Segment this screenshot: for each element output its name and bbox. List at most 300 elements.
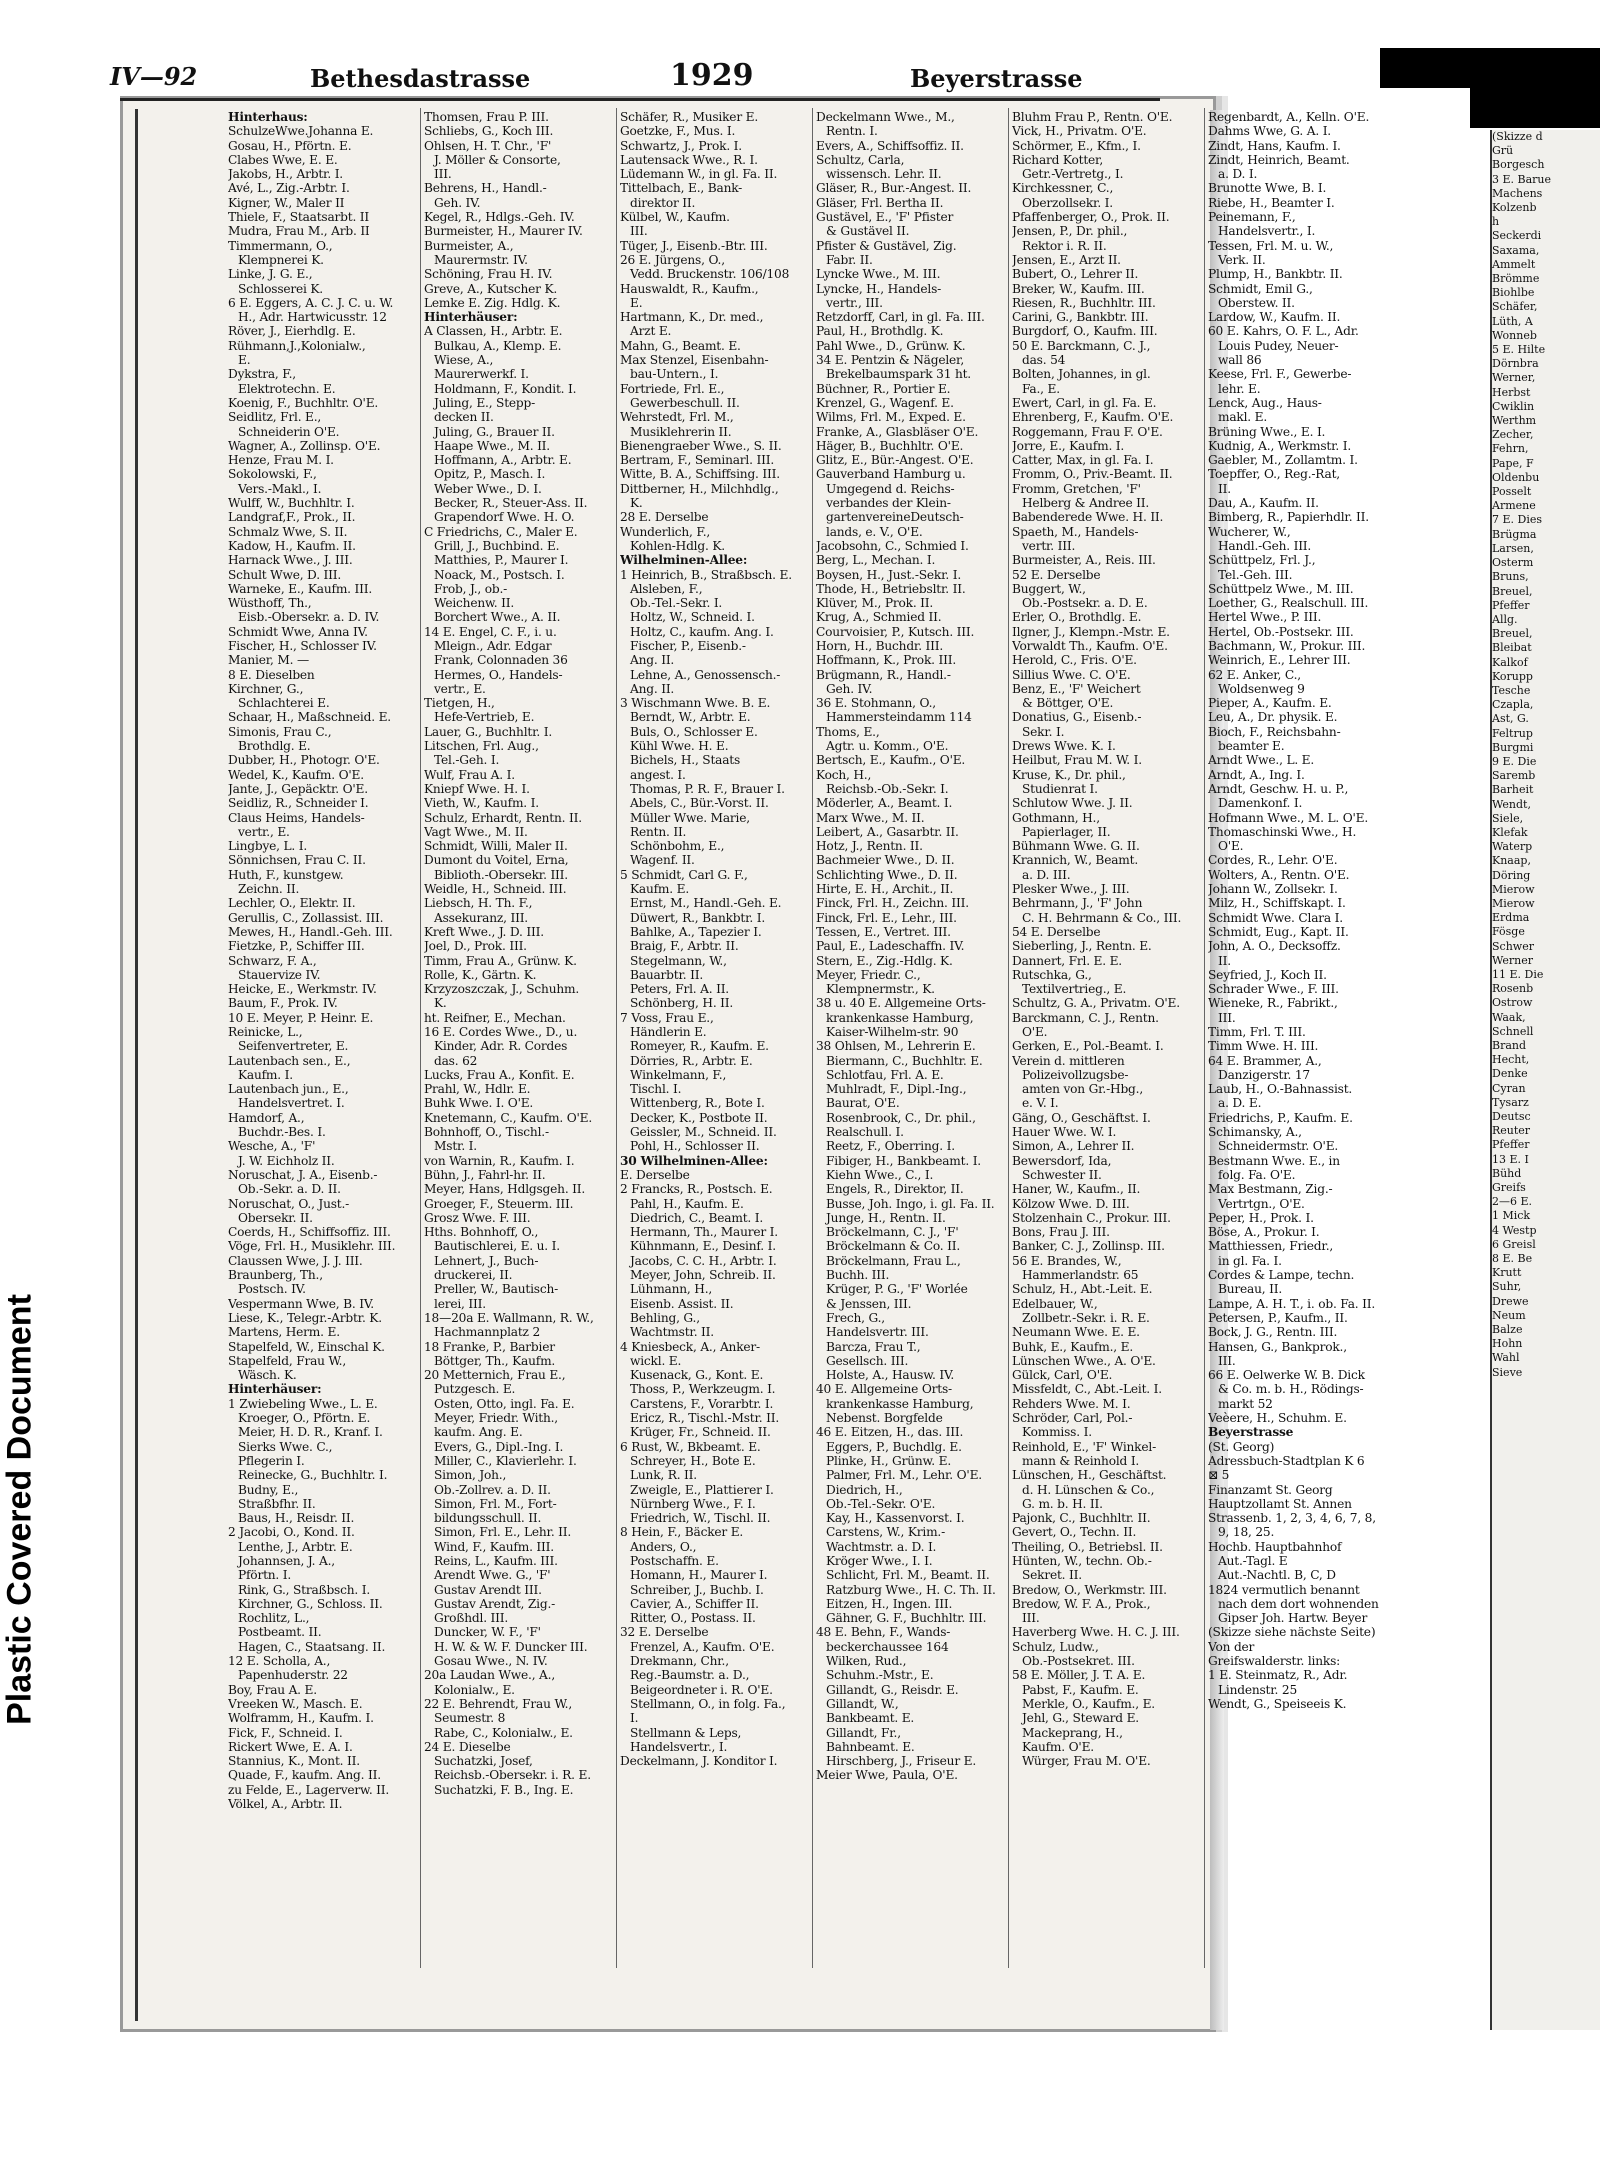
directory-entry: Reetz, F., Oberring. I. [826,1139,955,1154]
directory-entry: Stapelfeld, W., Einschal K. [228,1339,385,1354]
column-divider [420,108,421,1968]
next-page-entry: Hohn [1492,1337,1523,1351]
next-page-entry: Klefak [1492,825,1528,839]
directory-entry: Fromm, O., Priv.-Beamt. II. [1012,467,1173,482]
directory-entry: Lautenbach sen., E., [228,1053,351,1068]
directory-entry: Reinecke, G., Buchhltr. I. [238,1468,388,1483]
side-label-text: Plastic Covered Document [0,1294,39,1725]
next-page-entry: Krutt [1492,1266,1522,1280]
directory-entry: Peinemann, F., [1208,210,1296,225]
next-page-entry: 7 E. Dies [1492,513,1543,527]
directory-entry: Krzyzoszczak, J., Schuhm. [424,982,580,997]
directory-entry: Schreyer, H., Bote E. [630,1453,756,1468]
directory-entry: Anders, O., [630,1539,697,1554]
directory-entry: Herold, C., Fris. O'E. [1012,653,1137,668]
directory-entry: Nebenst. Borgfelde [826,1411,943,1426]
directory-entry: Beyerstrasse [1208,1425,1294,1440]
directory-entry: Geissler, M., Schneid. II. [630,1125,777,1140]
directory-entry: Ernst, M., Handl.-Geh. E. [630,896,782,911]
directory-entry: 7 Voss, Frau E., [620,1010,714,1025]
directory-entry: Miller, C., Klavierlehr. I. [434,1453,577,1468]
directory-entry: Von der [1208,1639,1255,1654]
directory-entry: Putzgesch. E. [434,1382,516,1397]
directory-entry: Carstens, F., Vorarbtr. I. [630,1396,774,1411]
directory-entry: Pohl, H., Schlosser II. [630,1139,760,1154]
directory-entry: beckerchaussee 164 [826,1639,949,1654]
directory-entry: Koenig, F., Buchhltr. O'E. [228,395,379,410]
directory-entry: Pfaffenberger, O., Prok. II. [1012,210,1170,225]
directory-entry: Schmidt, Willi, Maler II. [424,839,568,854]
directory-entry: Bredow, O., Werkmstr. III. [1012,1582,1167,1597]
directory-entry: & Böttger, O'E. [1022,696,1114,711]
next-page-entry: 6 Greisl [1492,1237,1536,1251]
directory-entry: Biermann, C., Buchhltr. E. [826,1053,983,1068]
directory-entry: 36 E. Stohmann, O., [816,696,936,711]
directory-entry: Sekret. II. [1022,1568,1082,1583]
directory-entry: Holtz, W., Schneid. I. [630,610,755,625]
directory-entry: Holtz, C., kaufm. Ang. I. [630,624,774,639]
directory-entry: Harnack Wwe., J. III. [228,553,353,568]
directory-entry: Zweigle, E., Plattierer I. [630,1482,774,1497]
next-page-entry: 8 E. Be [1492,1252,1533,1266]
directory-entry: Schüttpelz Wwe., M. III. [1208,581,1354,596]
directory-entry: Thode, H., Betriebsltr. II. [816,581,966,596]
directory-entry: Timm, Frau A., Grünw. K. [424,953,577,968]
directory-entry: Musiklehrerin II. [630,424,732,439]
directory-entry: Klüver, M., Prok. II. [816,596,934,611]
column-4 [816,110,1004,1970]
directory-entry: Schulz, Ludw., [1012,1639,1099,1654]
directory-entry: Toepffer, O., Reg.-Rat, [1208,467,1340,482]
directory-entry: Arendt Wwe. G., 'F' [434,1568,551,1583]
directory-entry: K. [434,996,447,1011]
directory-entry: Simon, Frl. M., Fort- [434,1496,557,1511]
next-page-entry: Brügma [1492,527,1537,541]
directory-entry: Buhk Wwe. I. O'E. [424,1096,534,1111]
directory-entry: Lyncke Wwe., M. III. [816,267,941,282]
directory-entry: Huth, F., kunstgew. [228,867,344,882]
directory-entry: Ob.-Postsekr. a. D. E. [1022,596,1148,611]
directory-entry: Mstr. I. [434,1139,477,1154]
directory-entry: Peters, Frl. A. II. [630,982,729,997]
directory-entry: Ob.-Tel.-Sekr. I. [630,596,723,611]
directory-entry: Kiehn Wwe., C., I. [826,1167,934,1182]
directory-entry: a. D. III. [1022,867,1071,882]
directory-entry: Simonis, Frau C., [228,724,332,739]
directory-entry: Lünschen Wwe., A. O'E. [1012,1353,1156,1368]
directory-entry: Rutschka, G., [1012,967,1092,982]
directory-entry: Bachmeier Wwe., D. II. [816,853,955,868]
directory-entry: Dau, A., Kaufm. II. [1208,496,1319,511]
directory-entry: Kaufm. E. [630,882,690,897]
directory-entry: Hotz, J., Rentn. II. [816,839,923,854]
directory-entry: Riebe, H., Beamter I. [1208,195,1335,210]
directory-entry: III. [1218,1353,1236,1368]
directory-entry: Opitz, P., Masch. I. [434,467,546,482]
directory-entry: Kirchkessner, C., [1012,181,1114,196]
directory-entry: Koch, H., [816,767,872,782]
directory-entry: Breker, W., Kaufm. III. [1012,281,1145,296]
directory-entry: Timm, Frl. T. III. [1208,1025,1306,1039]
directory-entry: Lunk, R. II. [630,1468,697,1483]
directory-entry: Meyer, Friedr. C., [816,967,921,982]
directory-entry: Bimberg, R., Papierhdlr. II. [1208,510,1369,525]
directory-entry: Fietzke, P., Schiffer III. [228,939,365,954]
directory-entry: Claussen Wwe, J. J. III. [228,1253,363,1268]
directory-entry: Hefe-Vertrieb, E. [434,710,535,725]
directory-entry: III. [630,224,648,239]
street-left-title: Bethesdastrasse [310,64,531,93]
directory-entry: Linke, J. G. E., [228,267,313,282]
directory-entry: Rektor i. R. II. [1022,238,1107,253]
directory-entry: Max Bestmann, Zig.- [1208,1182,1333,1197]
directory-entry: Lemke E. Zig. Hdlg. K. [424,295,561,310]
directory-entry: E. Derselbe [620,1167,690,1182]
directory-entry: bau-Untern., I. [630,367,719,382]
directory-entry: Handelsvertr., I. [1218,224,1316,239]
next-page-entry: Wonneb [1492,328,1537,342]
directory-entry: Gäng, O., Geschäftst. I. [1012,1110,1151,1125]
directory-entry: Gerken, E., Pol.-Beamt. I. [1012,1039,1164,1054]
directory-entry: 50 E. Barckmann, C. J., [1012,338,1151,353]
directory-entry: Kigner, W., Maler II [228,195,345,210]
directory-entry: Haape Wwe., M. II. [434,438,550,453]
directory-entry: 62 E. Anker, C., [1208,667,1301,682]
directory-entry: Pahl Wwe., D., Grünw. K. [816,338,966,353]
directory-entry: Bühn, J., Fahrl-hr. II. [424,1167,546,1182]
directory-entry: Gähner, G. F., Buchhltr. III. [826,1611,987,1626]
next-page-entry: Dörnbra [1492,357,1539,371]
directory-entry: John, A. O., Decksoffz. [1208,939,1341,954]
directory-entry: Laub, H., O.-Bahnassist. [1208,1082,1353,1097]
page-header [110,58,1170,98]
directory-entry: Evers, A., Schiffsoffiz. II. [816,138,964,153]
directory-entry: Hochb. Hauptbahnhof [1208,1539,1342,1554]
directory-entry: Rosenbrook, C., Dr. phil., [826,1110,976,1125]
directory-entry: J. W. Eichholz II. [238,1153,335,1168]
directory-entry: Johann W., Zollsekr. I. [1208,882,1338,897]
directory-entry: Strassenb. 1, 2, 3, 4, 6, 7, 8, [1208,1511,1376,1526]
directory-entry: Textilvertrieg., E. [1022,982,1127,997]
directory-entry: Kolonialw., E. [434,1682,515,1697]
directory-entry: Gesellsch. III. [826,1353,909,1368]
directory-entry: Dykstra, F., [228,367,296,382]
directory-entry: Haner, W., Kaufm., II. [1012,1182,1141,1197]
directory-entry: Glitz, E., Bür.-Angest. O'E. [816,453,974,468]
directory-entry: Pabst, F., Kaufm. E. [1022,1682,1139,1697]
directory-entry: Schüttpelz, Frl. J., [1208,553,1316,568]
directory-entry: Buchh. III. [826,1268,890,1283]
directory-entry: Wagenf. II. [630,853,695,868]
directory-entry: Bewersdorf, Ida, [1012,1153,1112,1168]
directory-entry: 54 E. Derselbe [1012,924,1101,939]
directory-entry: 48 E. Behn, F., Wands- [816,1625,951,1640]
directory-entry: lands, e. V., O'E. [826,524,923,539]
next-page-entry: Mierow [1492,882,1535,896]
directory-entry: 16 E. Cordes Wwe., D., u. [424,1025,578,1039]
directory-entry: Kohlen-Hdlg. K. [630,538,725,553]
directory-entry: Hofmann Wwe., M. L. O'E. [1208,810,1369,825]
directory-entry: Oberzollsekr. I. [1022,195,1113,210]
directory-entry: Hauer Wwe. W. I. [1012,1125,1117,1140]
next-page-entry: 3 E. Barue [1492,172,1552,186]
directory-entry: Homann, H., Maurer I. [630,1568,768,1583]
next-page-entry: Schwer [1492,939,1534,953]
directory-entry: Wolters, A., Rentn. O'E. [1208,867,1350,882]
directory-entry: Wind, F., Kaufm. III. [434,1539,554,1554]
directory-entry: Vedd. Bruckenstr. 106/108 [630,267,790,282]
directory-entry: Thiele, F., Staatsarbt. II [228,210,370,225]
directory-entry: III. [434,167,452,182]
directory-entry: Agtr. u. Komm., O'E. [826,739,949,754]
directory-entry: Frank, Colonnaden 36 [434,653,568,668]
directory-entry: Schimansky, A., [1208,1125,1302,1140]
directory-entry: Kegel, R., Hdlgs.-Geh. IV. [424,210,575,225]
directory-entry: 1824 vermutlich benannt [1208,1582,1360,1597]
directory-entry: Lindenstr. 25 [1218,1682,1297,1697]
column-3 [620,110,808,1970]
directory-entry: Fick, F., Schneid. I. [228,1725,343,1740]
directory-entry: Tessen, Frl. M. u. W., [1208,238,1334,253]
directory-entry: Loether, G., Realschull. III. [1208,596,1369,611]
directory-entry: Eisenb. Assist. II. [630,1296,734,1311]
directory-entry: vertr., E. [434,681,486,696]
directory-entry: Handelsvertret. I. [238,1096,345,1111]
directory-entry: Tessen, E., Vertret. III. [816,924,951,939]
directory-entry: vertr. III. [1022,538,1076,553]
directory-entry: Greifswalderstr. links: [1208,1654,1341,1669]
directory-entry: Handelsvertr., I. [630,1739,728,1754]
directory-entry: Bühmann Wwe. G. II. [1012,839,1140,854]
directory-entry: ht. Reifner, E., Mechan. [424,1010,566,1025]
directory-entry: Dittberner, H., Milchhdlg., [620,481,779,496]
directory-entry: Behrmann, J., 'F' John [1012,896,1143,911]
directory-entry: Hermes, O., Handels- [434,667,563,682]
directory-entry: Ehrenberg, F., Kaufm. O'E. [1012,410,1174,425]
next-page-entry: Cwiklin [1492,399,1535,413]
directory-entry: Abels, C., Bür.-Vorst. II. [630,796,769,811]
directory-entry: Schröder, Carl, Pol.- [1012,1411,1133,1426]
directory-entry: Schmidt, Eug., Kapt. II. [1208,924,1349,939]
directory-entry: Louis Pudey, Neuer- [1218,338,1339,353]
directory-entry: Gauverband Hamburg u. [816,467,966,482]
directory-entry: Fortriede, Frl. E., [620,381,725,396]
directory-entry: Keese, Frl. F., Gewerbe- [1208,367,1352,382]
directory-entry: Postbeamt. II. [238,1625,322,1640]
directory-entry: direktor II. [630,195,696,210]
directory-entry: G. m. b. H. II. [1022,1496,1103,1511]
next-page-entry: Barheit [1492,783,1534,797]
directory-entry: Schmidt, Emil G., [1208,281,1313,296]
directory-entry: III. [1218,1010,1236,1025]
directory-entry: Obersekr. II. [238,1210,313,1225]
directory-entry: Elektrotechn. E. [238,381,336,396]
next-page-entry: h [1492,215,1500,229]
directory-entry: Bock, J. G., Rentn. III. [1208,1325,1338,1340]
directory-entry: Avé, L., Zig.-Arbtr. I. [228,181,350,196]
directory-entry: Maurerwerkf. I. [434,367,529,382]
directory-entry: Kadow, H., Kaufm. II. [228,538,356,553]
column-divider [1204,108,1205,1968]
directory-entry: 66 E. Oelwerke W. B. Dick [1208,1368,1365,1383]
directory-entry: Weichenw. II. [434,596,515,611]
directory-entry: Joel, D., Prok. III. [424,939,527,954]
directory-entry: Bröckelmann & Co. II. [826,1239,961,1254]
directory-entry: Zollbetr.-Sekr. i. R. E. [1022,1310,1150,1325]
directory-entry: Diedrich, C., Beamt. I. [630,1210,764,1225]
directory-entry: Jante, J., Gepäcktr. O'E. [228,781,368,796]
directory-entry: Plinke, H., Grünw. E. [826,1453,952,1468]
directory-entry: Mleign., Adr. Edgar [434,638,552,653]
directory-entry: Erler, O., Brothdlg. E. [1012,610,1142,625]
next-page-entry: Reuter [1492,1124,1531,1138]
directory-entry: folg. Fa. O'E. [1218,1167,1296,1182]
directory-entry: 2 Jacobi, O., Kond. II. [228,1525,355,1540]
directory-entry: Schulz, H., Abt.-Leit. E. [1012,1282,1153,1297]
directory-entry: Carstens, W., Krim.- [826,1525,946,1540]
directory-entry: 8 E. Dieselben [228,667,315,682]
directory-entry: Wulf, Frau A. I. [424,767,515,782]
directory-entry: 1 Zwiebeling Wwe., L. E. [228,1396,378,1411]
directory-entry: Eggers, P., Buchdlg. E. [826,1439,962,1454]
directory-entry: Düwert, R., Bankbtr. I. [630,910,766,925]
directory-entry: Kaiser-Wilhelm-str. 90 [826,1025,959,1039]
directory-entry: Groeger, F., Steuerm. III. [424,1196,574,1211]
year-title: 1929 [670,58,754,93]
directory-entry: makl. E. [1218,410,1268,425]
directory-entry: Cavier, A., Schiffer II. [630,1596,759,1611]
directory-entry: Sieberling, J., Rentn. E. [1012,939,1152,954]
directory-entry: Lautensack Wwe., R. I. [620,152,758,167]
directory-entry: Engels, R., Direktor, II. [826,1182,964,1197]
next-page-entry: Korupp [1492,669,1533,683]
directory-entry: Vorwaldt Th., Kaufm. O'E. [1012,638,1168,653]
directory-entry: Schlotfau, Frl. A. E. [826,1067,944,1082]
directory-entry: Diedrich, H., [826,1482,903,1497]
next-page-entry: Rosenb [1492,982,1534,996]
directory-entry: Burgdorf, O., Kaufm. III. [1012,324,1158,339]
directory-entry: Dannert, Frl. E. E. [1012,953,1122,968]
column-divider [812,108,813,1968]
directory-entry: Leu, A., Dr. physik. E. [1208,710,1338,725]
next-page-entry: Sieve [1492,1365,1523,1379]
directory-entry: Vagt Wwe., M. II. [424,824,528,839]
directory-entry: Wittenberg, R., Bote I. [630,1096,765,1111]
directory-entry: Hoffmann, A., Arbtr. E. [434,453,572,468]
directory-entry: vertr., E. [238,824,290,839]
directory-entry: Schöning, Frau H. IV. [424,267,553,282]
directory-entry: Bureau, II. [1218,1282,1283,1297]
directory-entry: Hinterhaus: [228,110,308,124]
directory-entry: Schrader Wwe., F. III. [1208,982,1339,997]
directory-entry: Gläser, Frl. Bertha II. [816,195,944,210]
directory-entry: Boy, Frau A. E. [228,1682,317,1697]
directory-entry: Braig, F., Arbtr. II. [630,939,739,954]
directory-entry: Schmidt Wwe, Anna IV. [228,624,368,639]
next-page-entry: Feltrup [1492,726,1533,740]
directory-entry: Oberstew. II. [1218,295,1295,310]
directory-entry: Reinicke, L., [228,1025,303,1039]
directory-entry: (Skizze siehe nächste Seite) [1208,1625,1376,1640]
next-page-entry: Pape, F [1492,456,1534,470]
directory-entry: Sokolowski, F., [228,467,317,482]
directory-entry: krankenkasse Hamburg, [826,1396,974,1411]
directory-entry: 22 E. Behrendt, Frau W., [424,1696,572,1711]
directory-entry: Zindt, Heinrich, Beamt. [1208,152,1350,167]
directory-entry: Straßbfhr. II. [238,1496,316,1511]
directory-entry: & Jenssen, III. [826,1296,912,1311]
directory-entry: Gustav Arendt III. [434,1582,542,1597]
directory-entry: Schmalz Wwe, S. II. [228,524,348,539]
directory-entry: Hauswaldt, R., Kaufm., [620,281,759,296]
next-page-entry: Suhr, [1492,1280,1522,1294]
directory-entry: Vöge, Frl. H., Musiklehr. III. [228,1239,396,1254]
directory-entry: Eitzen, H., Ingen. III. [826,1596,953,1611]
directory-entry: Juling, G., Brauer II. [434,424,555,439]
directory-entry: in gl. Fa. I. [1218,1253,1282,1268]
directory-entry: Gillandt, W., [826,1696,899,1711]
directory-entry: Verein d. mittleren [1012,1053,1125,1068]
directory-entry: Frech, G., [826,1310,885,1325]
directory-entry: zu Felde, E., Lagerverw. II. [228,1782,390,1797]
directory-entry: Behrens, H., Handl.- [424,181,547,196]
directory-entry: Romeyer, R., Kaufm. E. [630,1039,769,1054]
next-page-entry: (Skizze d [1492,130,1543,143]
directory-entry: Buhk, E., Kaufm., E. [1012,1339,1133,1354]
directory-entry: 58 E. Möller, J. T. A. E. [1012,1668,1146,1683]
directory-entry: Gustav Arendt, Zig.- [434,1596,556,1611]
column-divider [1008,108,1009,1968]
directory-entry: Meier, H. D. R., Kranf. I. [238,1425,383,1440]
directory-entry: Hermann, Th., Maurer I. [630,1225,778,1240]
directory-entry: Arzt E. [630,324,672,339]
directory-entry: Kaufm. O'E. [1022,1739,1094,1754]
directory-entry: E. [238,353,251,368]
directory-entry: Beigeordneter i. R. O'E. [630,1682,773,1697]
directory-entry: beamter E. [1218,739,1285,754]
dark-edge-top-2 [1470,88,1600,128]
directory-entry: Boysen, H., Just.-Sekr. I. [816,567,962,582]
directory-entry: Schwester II. [1022,1167,1102,1182]
directory-entry: Osten, Otto, ingl. Fa. E. [434,1396,575,1411]
directory-entry: Handl.-Geh. III. [1218,538,1312,553]
directory-entry: Rochlitz, L., [238,1611,310,1626]
directory-entry: 40 E. Allgemeine Orts- [816,1382,952,1397]
directory-entry: 38 Ohlsen, M., Lehrerin E. [816,1039,976,1054]
next-page-entry: Ast, G. [1492,712,1529,726]
directory-entry: H. W. & W. F. Duncker III. [434,1639,588,1654]
directory-entry: Lehne, A., Genossensch.- [630,667,781,682]
next-page-entry: Ostrow [1492,996,1533,1010]
directory-entry: Bertram, F., Seminarl. III. [620,453,774,468]
directory-entry: Sönnichsen, Frau C. II. [228,853,366,868]
directory-entry: Dumont du Voitel, Erna, [424,853,569,868]
next-page-entry: Werthm [1492,414,1537,428]
directory-entry: 2 Francks, R., Postsch. E. [620,1182,773,1197]
directory-entry: Friedrichs, P., Kaufm. E. [1208,1110,1353,1125]
directory-entry: e. V. I. [1022,1096,1059,1111]
next-page-entry: 9 E. Die [1492,754,1537,768]
directory-entry: Hansen, G., Bankprok., [1208,1339,1347,1354]
directory-entry: Bluhm Frau P., Rentn. O'E. [1012,110,1173,124]
directory-entry: Maurermstr. IV. [434,252,528,267]
directory-entry: Bienengraeber Wwe., S. II. [620,438,782,453]
directory-entry: Kirchner, G., [228,681,304,696]
directory-entry: verbandes der Klein- [826,496,951,511]
directory-entry: Grapendorf Wwe. H. O. [434,510,575,525]
next-page-entry: Deutsc [1492,1110,1531,1124]
directory-entry: Deckelmann, J. Konditor I. [620,1754,778,1769]
